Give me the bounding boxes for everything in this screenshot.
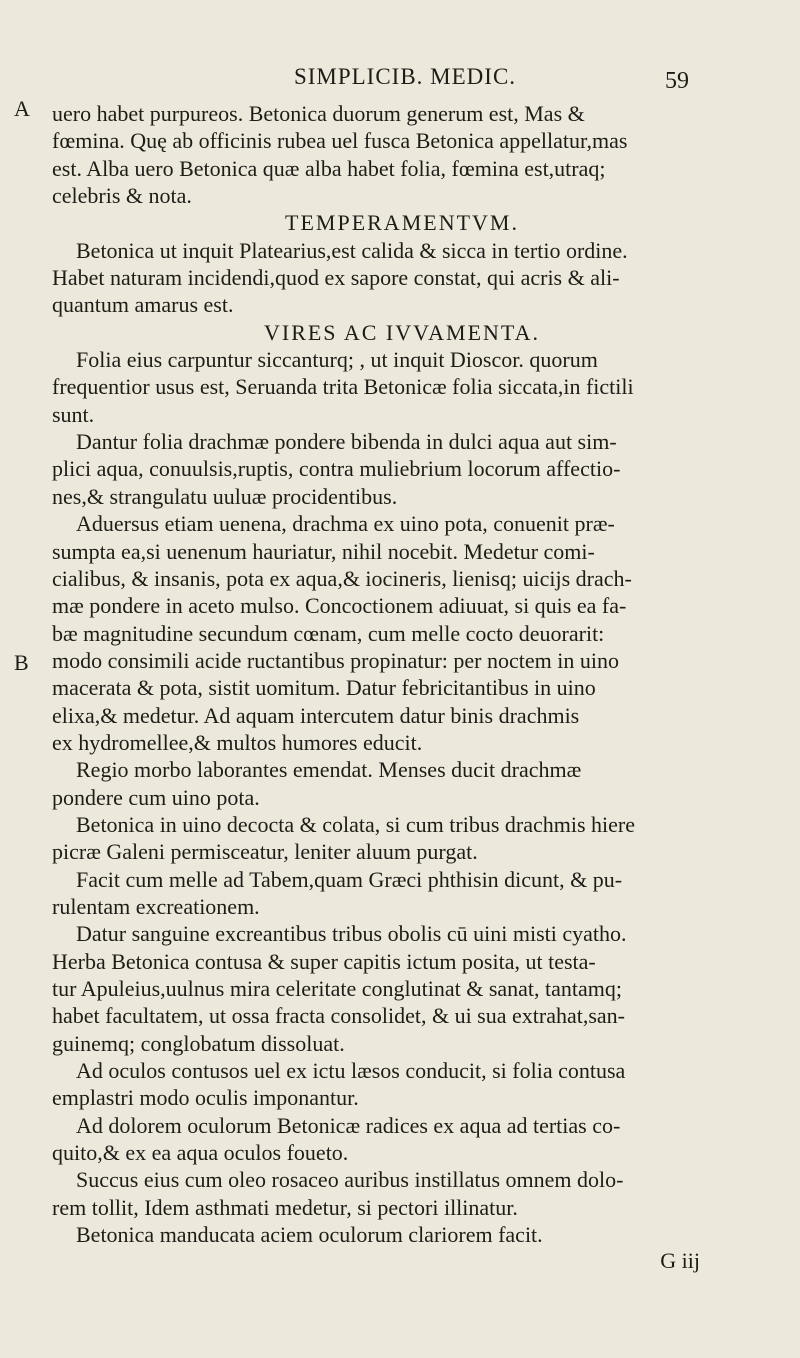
text-line: picræ Galeni permisceatur, leniter aluum purgat. <box>52 839 478 865</box>
text-line: mæ pondere in aceto mulso. Concoctionem adiuuat, si quis ea fa- <box>52 593 627 619</box>
text-line: sumpta ea,si uenenum hauriatur, nihil nocebit. Medetur comi- <box>52 538 595 564</box>
text-line: pondere cum uino pota. <box>52 784 260 810</box>
text-line: Betonica manducata aciem oculorum clariorem facit. <box>76 1222 543 1248</box>
text-line: macerata & pota, sistit uomitum. Datur febricitantibus in uino <box>52 675 596 701</box>
section-heading: VIRES AC IVVAMENTA. <box>263 319 540 345</box>
text-line: cialibus, & insanis, pota ex aqua,& iocineris, lienisq; uicijs drach- <box>52 565 632 591</box>
text-line: Succus eius cum oleo rosaceo auribus instillatus omnem dolo- <box>76 1167 624 1193</box>
text-line: tur Apuleius,uulnus mira celeritate conglutinat & sanat, tantamq; <box>52 976 623 1001</box>
text-line: bæ magnitudine secundum cœnam, cum melle cocto deuorarit: <box>52 620 605 646</box>
text-line: ex hydromellee,& multos humores educit. <box>52 729 423 755</box>
body-text <box>52 100 752 1248</box>
text-line: Betonica in uino decocta & colata, si cum tribus drachmis hiere <box>76 811 635 837</box>
text-line: plici aqua, conuulsis,ruptis, contra muliebrium locorum affectio- <box>52 456 621 482</box>
text-line: Regio morbo laborantes emendat. Menses ducit drachmæ <box>76 757 582 783</box>
text-line: rulentam excreationem. <box>52 893 260 919</box>
text-line: quantum amarus est. <box>52 292 234 318</box>
text-line: uero habet purpureos. Betonica duorum generum est, Mas & <box>52 101 585 126</box>
text-line: Herba Betonica contusa & super capitis ictum posita, ut testa- <box>52 948 596 974</box>
text-line: sunt. <box>52 401 95 427</box>
text-line: Aduersus etiam uenena, drachma ex uino pota, conuenit præ- <box>76 511 615 537</box>
text-line: frequentior usus est, Seruanda trita Betonicæ folia siccata,in fictili <box>52 374 634 400</box>
signature-mark: G iij <box>660 1248 700 1273</box>
text-line: Habet naturam incidendi,quod ex sapore constat, qui acris & ali- <box>52 265 620 291</box>
text-line: fœmina. Quę ab officinis rubea uel fusca Betonica appellatur,mas <box>52 128 628 154</box>
text-line: guinemq; conglobatum dissoluat. <box>52 1030 345 1056</box>
text-line: elixa,& medetur. Ad aquam intercutem datur binis drachmis <box>52 702 580 728</box>
text-line: Dantur folia drachmæ pondere bibenda in dulci aqua aut sim- <box>76 429 617 455</box>
page-number: 59 <box>665 68 689 94</box>
text-line: modo consimili acide ructantibus propinatur: per noctem in uino <box>52 647 619 673</box>
text-line: Ad oculos contusos uel ex ictu læsos conducit, si folia contusa <box>76 1058 626 1084</box>
text-line: Betonica ut inquit Platearius,est calida & sicca in tertio ordine. <box>76 237 628 263</box>
text-line: celebris & nota. <box>52 183 192 209</box>
text-line: Facit cum melle ad Tabem,quam Græci phthisin dicunt, & pu- <box>76 866 623 892</box>
running-title: SIMPLICIB. MEDIC. <box>293 64 517 89</box>
text-line: emplastri modo oculis imponantur. <box>52 1085 359 1111</box>
text-line: est. Alba uero Betonica quæ alba habet folia, fœmina est,utraq; <box>52 155 606 181</box>
text-line: Folia eius carpuntur siccanturq; , ut inquit Dioscor. quorum <box>76 347 598 373</box>
margin-letter-a: A <box>14 96 30 121</box>
section-heading: TEMPERAMENTVM. <box>285 210 519 236</box>
text-line: nes,& strangulatu uuluæ procidentibus. <box>52 483 398 509</box>
text-line: habet facultatem, ut ossa fracta consolidet, & ui sua extrahat,san- <box>52 1003 626 1029</box>
text-line: Datur sanguine excreantibus tribus obolis cū uini misti cyatho. <box>76 921 627 947</box>
margin-letter-b: B <box>14 650 29 675</box>
text-line: Ad dolorem oculorum Betonicæ radices ex aqua ad tertias co- <box>76 1112 621 1138</box>
text-line: quito,& ex ea aqua oculos foueto. <box>52 1140 349 1166</box>
text-line: rem tollit, Idem asthmati medetur, si pectori illinatur. <box>52 1194 518 1220</box>
